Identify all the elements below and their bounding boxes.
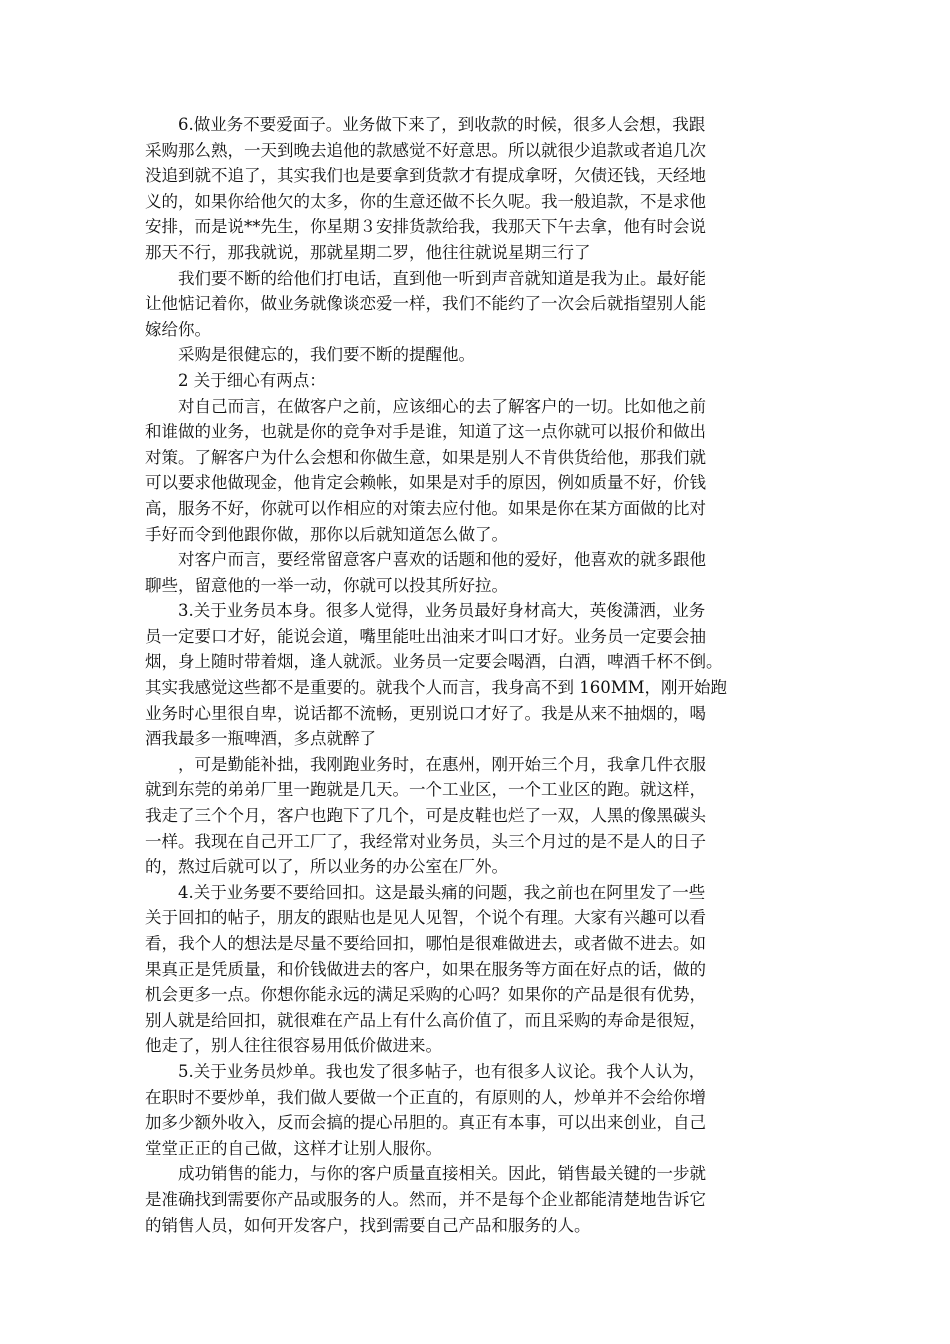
text-line: 4.关于业务要不要给回扣。这是最头痛的问题，我之前也在阿里发了一些: [178, 882, 706, 902]
text-line: 对客户而言，要经常留意客户喜欢的话题和他的爱好，他喜欢的就多跟他: [178, 550, 706, 570]
text-line: 聊些，留意他的一举一动，你就可以投其所好拉。: [145, 575, 508, 595]
text-line: 他走了，别人往往很容易用低价做进来。: [145, 1036, 442, 1056]
text-line: 堂堂正正的自己做，这样才让别人服你。: [145, 1138, 442, 1158]
text-line: 高，服务不好，你就可以作相应的对策去应付他。如果是你在某方面做的比对: [145, 498, 706, 518]
paragraph: [145, 112, 813, 266]
text-line: 成功销售的能力，与你的客户质量直接相关。因此，销售最关键的一步就: [178, 1164, 706, 1184]
text-line: 那天不行，那我就说，那就星期二罗，他往往就说星期三行了: [145, 242, 591, 262]
paragraph: [145, 547, 813, 598]
text-line: 看，我个人的想法是尽量不要给回扣，哪怕是很难做进去，或者做不进去。如: [145, 934, 706, 953]
text-line: 果真正是凭质量，和价钱做进去的客户，如果在服务等方面在好点的话，做的: [145, 959, 706, 979]
text-line: 安排，而是说**先生，你星期３安排货款给我，我那天下午去拿，他有时会说: [145, 217, 706, 237]
text-line: 别人就是给回扣，就很难在产品上有什么高价值了，而且采购的寿命是很短，: [145, 1010, 706, 1030]
text-line: 6.做业务不要爱面子。业务做下来了，到收款的时候，很多人会想，我跟: [178, 115, 706, 134]
text-line: ，可是勤能补拙，我刚跑业务时，在惠州，刚开始三个月，我拿几件衣服: [178, 754, 706, 774]
text-line: 是准确找到需要你产品或服务的人。然而，并不是每个企业都能清楚地告诉它: [145, 1189, 706, 1209]
paragraph: [145, 1059, 813, 1161]
text-line: 嫁给你。: [145, 319, 211, 339]
text-line: 酒我最多一瓶啤酒，多点就醉了: [145, 729, 376, 749]
paragraph: [145, 880, 813, 1059]
text-line: 关于回扣的帖子，朋友的跟贴也是见人见智，个说个有理。大家有兴趣可以看: [145, 908, 706, 928]
text-line: 的销售人员，如何开发客户，找到需要自己产品和服务的人。: [145, 1215, 591, 1235]
text-line: 对策。了解客户为什么会想和你做生意，如果是别人不肯供货给他，那我们就: [145, 447, 706, 467]
text-line: 我们要不断的给他们打电话，直到他一听到声音就知道是我为止。最好能: [178, 268, 706, 288]
text-line: 加多少额外收入，反而会搞的提心吊胆的。真正有本事，可以出来创业，自己: [145, 1113, 706, 1133]
text-line: 就到东莞的弟弟厂里一跑就是几天。一个工业区，一个工业区的跑。就这样，: [145, 780, 706, 800]
text-line: 2 关于细心有两点：: [178, 370, 326, 390]
text-line: 烟，身上随时带着烟，逢人就派。业务员一定要会喝酒，白酒，啤酒千杯不倒。: [145, 652, 723, 672]
text-line: 采购是很健忘的，我们要不断的提醒他。: [178, 345, 475, 365]
text-line: 采购那么熟，一天到晚去追他的款感觉不好意思。所以就很少追款或者追几次: [145, 140, 706, 160]
text-line: 5.关于业务员炒单。我也发了很多帖子，也有很多人议论。我个人认为，: [178, 1061, 706, 1081]
paragraph: [145, 394, 813, 548]
text-line: 3.关于业务员本身。很多人觉得，业务员最好身材高大，英俊潇洒，业务: [178, 601, 706, 621]
text-line: 义的，如果你给他欠的太多，你的生意还做不长久呢。我一般追款，不是求他: [145, 191, 706, 211]
text-line: 我走了三个个月，客户也跑下了几个，可是皮鞋也烂了一双，人黑的像黑碳头: [145, 806, 706, 826]
text-line: 没追到就不追了，其实我们也是要拿到货款才有提成拿呀，欠债还钱，天经地: [145, 166, 706, 186]
text-line: 业务时心里很自卑，说话都不流畅，更别说口才好了。我是从来不抽烟的，喝: [145, 703, 706, 723]
document-content: [145, 112, 813, 1238]
text-line: 其实我感觉这些都不是重要的。就我个人而言，我身高不到 160MM，刚开始跑: [145, 678, 728, 698]
text-line: 手好而令到他跟你做，那你以后就知道怎么做了。: [145, 524, 508, 544]
text-line: 让他惦记着你，做业务就像谈恋爱一样，我们不能约了一次会后就指望别人能: [145, 294, 706, 314]
text-line: 机会更多一点。你想你能永远的满足采购的心吗？如果你的产品是很有优势，: [145, 985, 706, 1005]
text-line: 可以要求他做现金，他肯定会赖帐，如果是对手的原因，例如质量不好，价钱: [145, 473, 706, 493]
paragraph: [145, 368, 813, 394]
document-body: [145, 112, 813, 1238]
paragraph: [145, 598, 813, 752]
text-line: 在职时不要炒单，我们做人要做一个正直的，有原则的人，炒单并不会给你增: [145, 1087, 706, 1107]
paragraph: [145, 1161, 813, 1238]
paragraph: [145, 752, 813, 880]
text-line: 一样。我现在自己开工厂了，我经常对业务员，头三个月过的是不是人的日子: [145, 831, 706, 851]
text-line: 的，熬过后就可以了，所以业务的办公室在厂外。: [145, 857, 508, 877]
text-line: 和谁做的业务，也就是你的竞争对手是谁，知道了这一点你就可以报价和做出: [145, 422, 706, 442]
paragraph: [145, 266, 813, 343]
paragraph: [145, 342, 813, 368]
text-line: 员一定要口才好，能说会道，嘴里能吐出油来才叫口才好。业务员一定要会抽: [145, 626, 706, 646]
text-line: 对自己而言，在做客户之前，应该细心的去了解客户的一切。比如他之前: [178, 396, 706, 416]
